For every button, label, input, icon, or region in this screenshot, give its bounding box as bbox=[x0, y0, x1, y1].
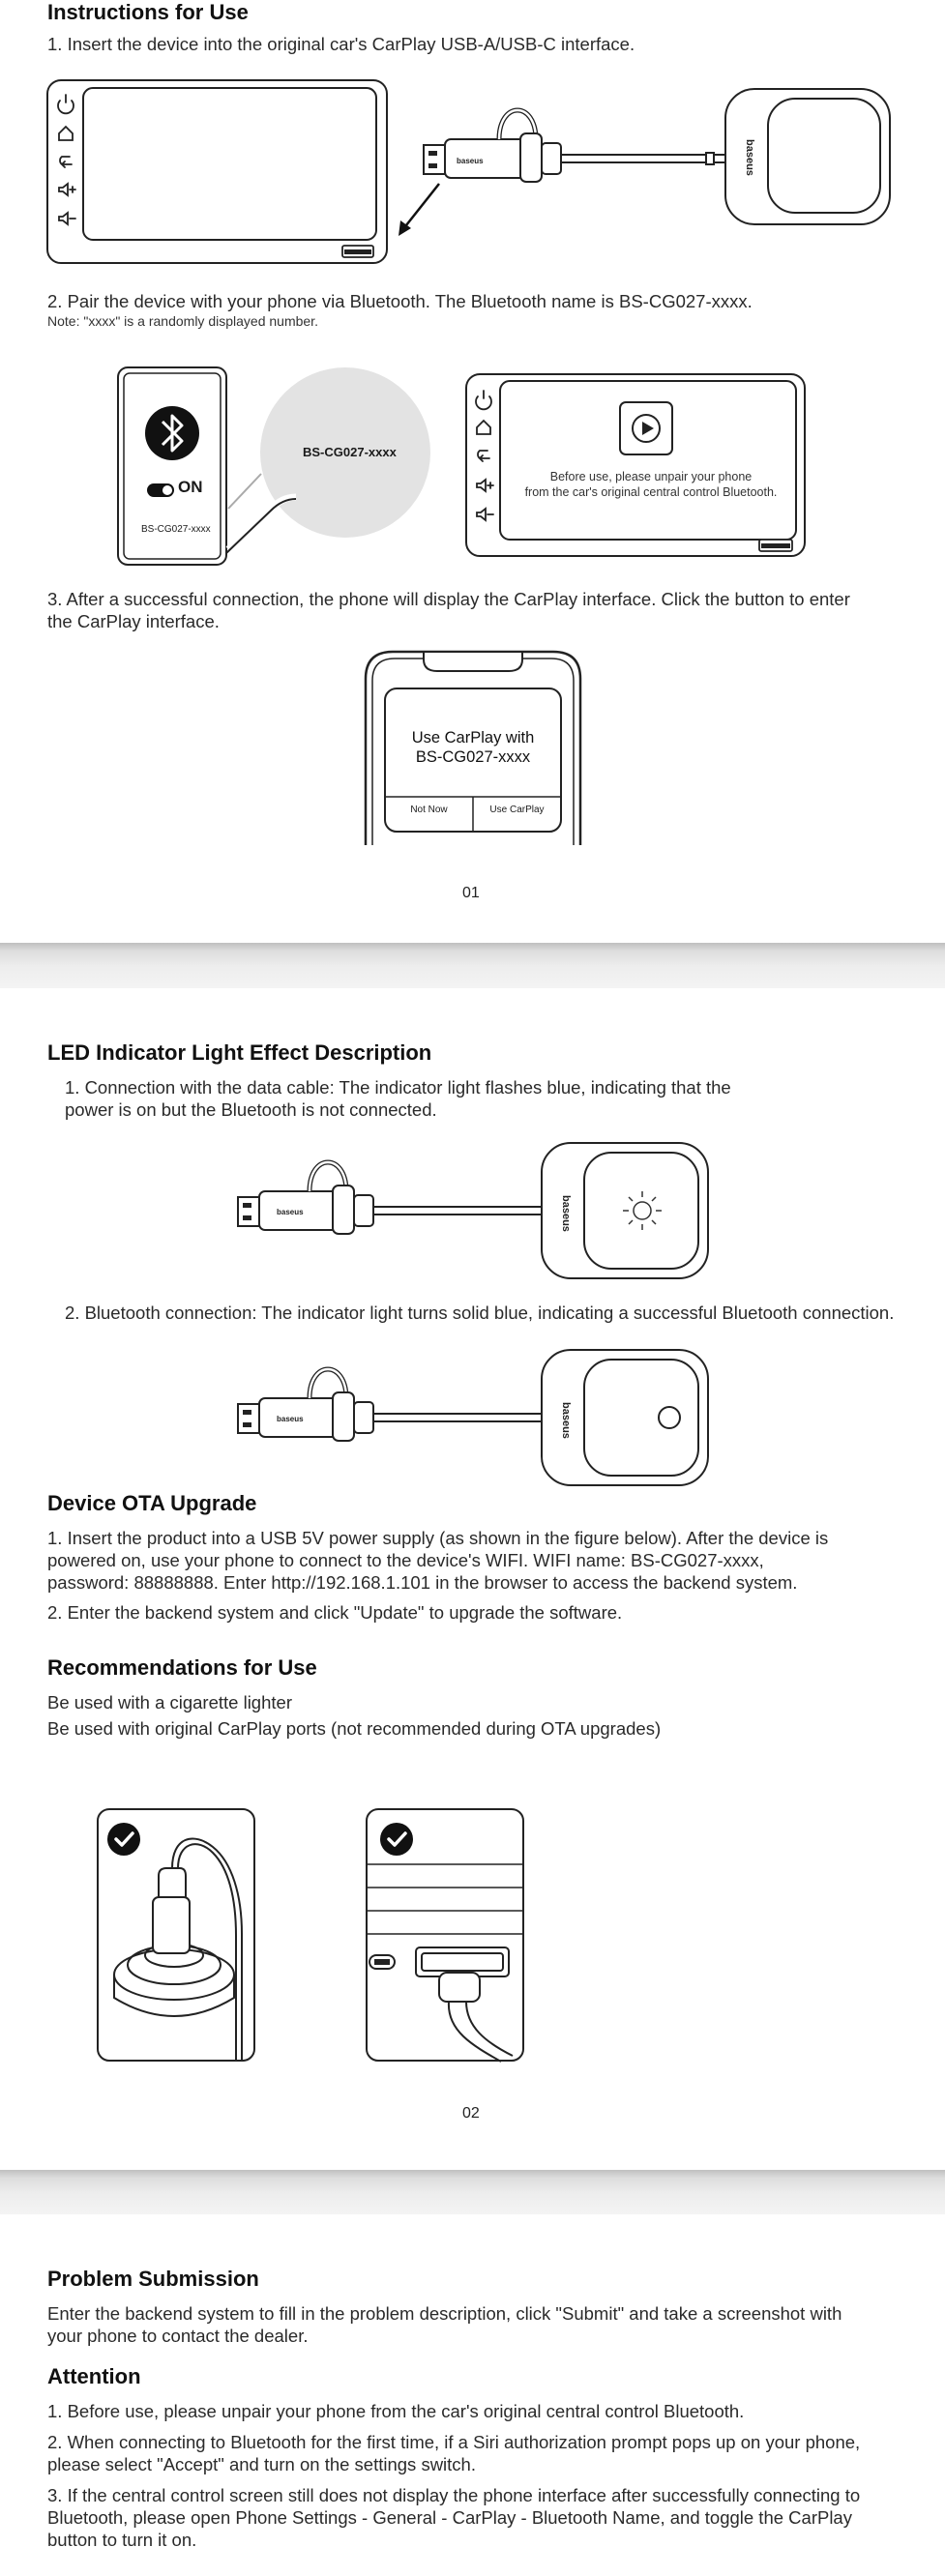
ota-1-text-line-3: password: 88888888. Enter http://192.168.1.101 in the browser to access the backend system. bbox=[47, 1572, 798, 1593]
dongle-brand-label: baseus bbox=[560, 1402, 572, 1439]
page-separator bbox=[0, 2170, 945, 2215]
step-3-text-line-2: the CarPlay interface. bbox=[47, 611, 220, 631]
cigarette-lighter-illustration bbox=[97, 1808, 255, 2062]
adapter-brand-label: baseus bbox=[277, 1415, 304, 1423]
attention-2-line-2: please select "Accept" and turn on the settings switch. bbox=[47, 2454, 476, 2474]
step-2-text: 2. Pair the device with your phone via Bluetooth. The Bluetooth name is BS-CG027-xxxx. bbox=[47, 291, 753, 311]
adapter-brand-label: baseus bbox=[277, 1208, 304, 1216]
original-port-illustration bbox=[366, 1808, 524, 2062]
recommendation-1: Be used with a cigarette lighter bbox=[47, 1692, 292, 1712]
manual-page-3 bbox=[0, 2214, 945, 2576]
step-1-text: 1. Insert the device into the original car's CarPlay USB-A/USB-C interface. bbox=[47, 34, 635, 54]
carplay-dialog-message bbox=[385, 728, 561, 767]
unpair-message-line-2: from the car's original central control Bluetooth. bbox=[524, 485, 778, 499]
random-number-note: Note: "xxxx" is a randomly displayed number. bbox=[47, 313, 318, 329]
recommendation-2: Be used with original CarPlay ports (not recommended during OTA upgrades) bbox=[47, 1718, 662, 1739]
ota-1-text-line-2: powered on, use your phone to connect to the device's WIFI. WIFI name: BS-CG027-xxxx, bbox=[47, 1550, 764, 1570]
led-1-text-line-2: power is on but the Bluetooth is not connected. bbox=[65, 1099, 437, 1120]
flashing-led-adapter-illustration bbox=[236, 1141, 710, 1282]
solid-led-adapter-illustration bbox=[236, 1348, 710, 1489]
car-head-unit-illustration bbox=[46, 79, 389, 265]
problem-title: Problem Submission bbox=[47, 2267, 259, 2291]
recommendations-title: Recommendations for Use bbox=[47, 1655, 317, 1680]
use-carplay-button[interactable]: Use CarPlay bbox=[489, 805, 545, 815]
ota-1-text-line-1: 1. Insert the product into a USB 5V power supply (as shown in the figure below). After the device is bbox=[47, 1528, 829, 1548]
unpair-message bbox=[503, 469, 799, 500]
bluetooth-pairing-illustration bbox=[116, 366, 435, 569]
bluetooth-on-label: ON bbox=[178, 478, 203, 496]
unpair-message-line-1: Before use, please unpair your phone bbox=[549, 470, 753, 483]
instructions-title: Instructions for Use bbox=[47, 0, 249, 24]
adapter-brand-label: baseus bbox=[457, 157, 484, 165]
carplay-adapter-illustration bbox=[422, 81, 892, 234]
manual-page-1 bbox=[0, 0, 945, 943]
dongle-brand-label: baseus bbox=[560, 1195, 572, 1232]
step-3-text-line-1: 3. After a successful connection, the phone will display the CarPlay interface. Click the button to enter bbox=[47, 589, 850, 609]
car-screen-unpair-illustration bbox=[465, 373, 806, 559]
page-number-1: 01 bbox=[462, 885, 480, 901]
not-now-button[interactable]: Not Now bbox=[410, 805, 448, 815]
led-title: LED Indicator Light Effect Description bbox=[47, 1040, 432, 1065]
check-icon bbox=[107, 1823, 140, 1856]
led-2-text: 2. Bluetooth connection: The indicator light turns solid blue, indicating a successful Bluetooth connection. bbox=[65, 1303, 895, 1323]
carplay-dialog-line-2: BS-CG027-xxxx bbox=[415, 748, 531, 766]
ota-title: Device OTA Upgrade bbox=[47, 1491, 257, 1515]
attention-title: Attention bbox=[47, 2364, 141, 2388]
bubble-device-name: BS-CG027-xxxx bbox=[303, 445, 397, 459]
page-number-2: 02 bbox=[462, 2105, 480, 2122]
attention-3-line-2: Bluetooth, please open Phone Settings - General - CarPlay - Bluetooth Name, and toggle the CarPlay bbox=[47, 2507, 852, 2528]
led-1-text-line-1: 1. Connection with the data cable: The indicator light flashes blue, indicating that the bbox=[65, 1077, 731, 1098]
attention-2-line-1: 2. When connecting to Bluetooth for the first time, if a Siri authorization prompt pops up on your phone, bbox=[47, 2432, 861, 2452]
phone-device-name: BS-CG027-xxxx bbox=[141, 524, 211, 535]
dongle-brand-label: baseus bbox=[744, 139, 755, 176]
page-separator bbox=[0, 943, 945, 988]
problem-text-line-1: Enter the backend system to fill in the problem description, click "Submit" and take a screenshot with bbox=[47, 2303, 842, 2324]
check-icon bbox=[380, 1823, 413, 1856]
attention-3-line-3: button to turn it on. bbox=[47, 2530, 197, 2550]
carplay-dialog-line-1: Use CarPlay with bbox=[411, 729, 535, 746]
problem-text-line-2: your phone to contact the dealer. bbox=[47, 2326, 309, 2346]
manual-page-2 bbox=[0, 988, 945, 2170]
attention-3-line-1: 3. If the central control screen still does not display the phone interface after successfully connecting to bbox=[47, 2485, 861, 2505]
ota-2-text: 2. Enter the backend system and click "Update" to upgrade the software. bbox=[47, 1602, 623, 1623]
attention-1: 1. Before use, please unpair your phone from the car's original central control Bluetooth. bbox=[47, 2401, 745, 2421]
